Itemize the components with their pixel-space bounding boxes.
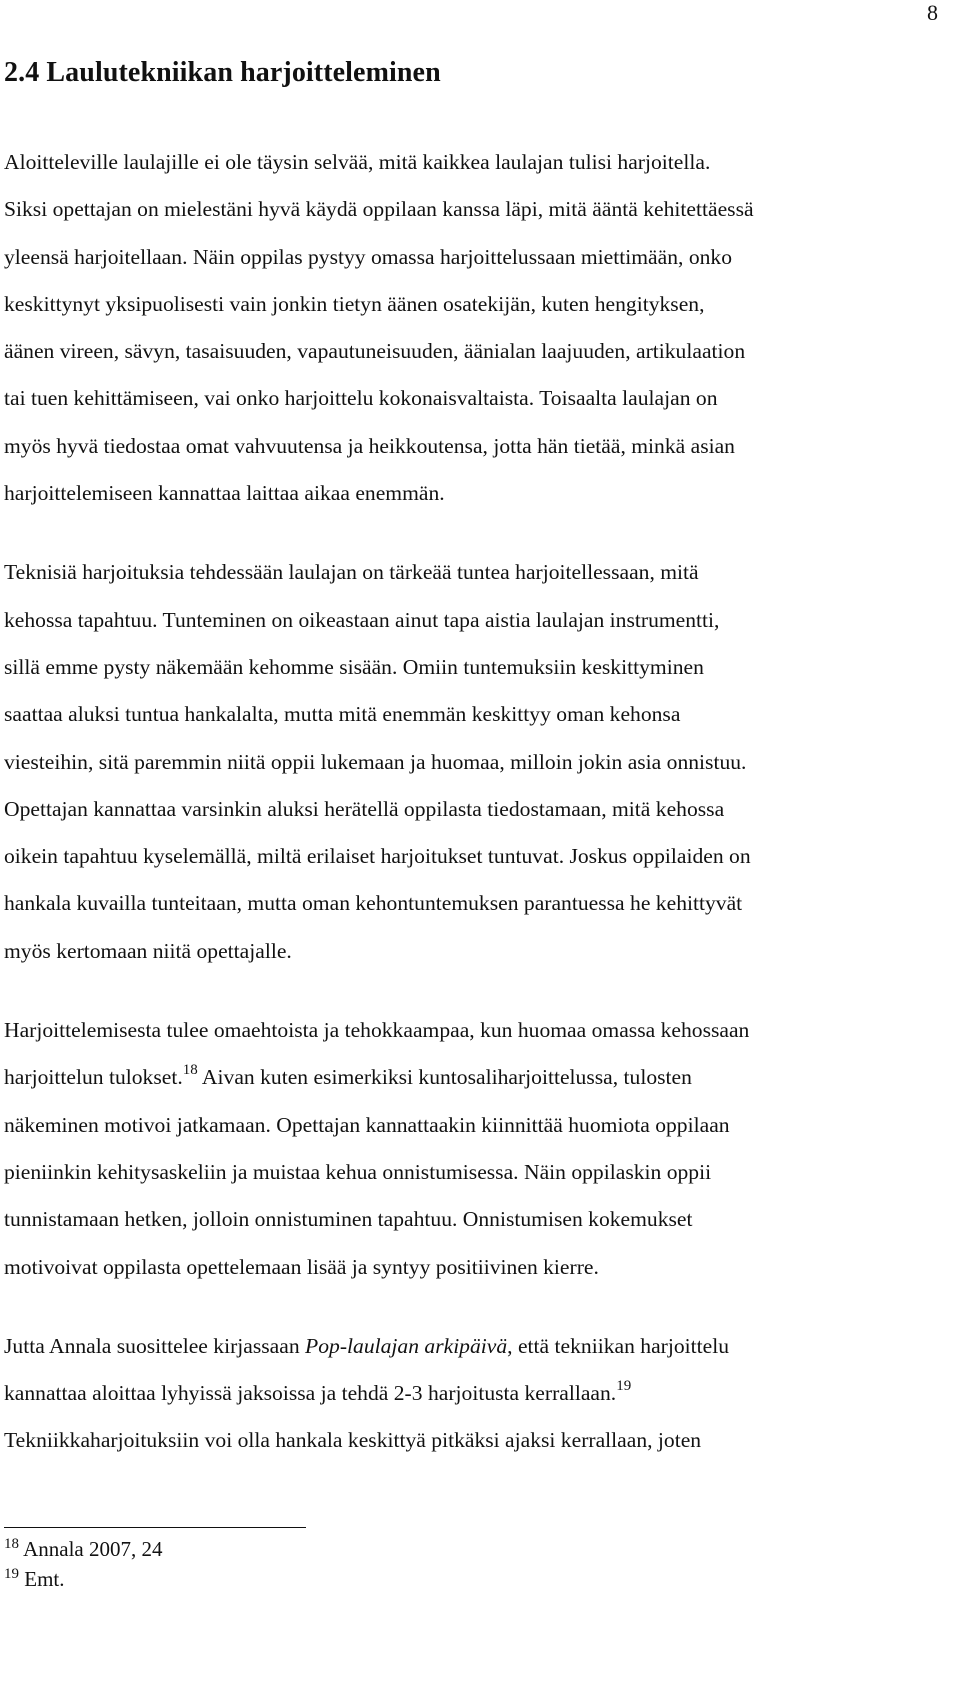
footnote-19 (4, 1564, 306, 1594)
text-line: Teknisiä harjoituksia tehdessään laulajan on tärkeää tuntea harjoitellessaan, mitä (4, 560, 699, 585)
text-line: Aloitteleville laulajille ei ole täysin selvää, mitä kaikkea laulajan tulisi harjoitella. (4, 150, 711, 174)
text-line: Tekniikkaharjoituksiin voi olla hankala keskittyä pitkäksi ajaksi kerrallaan, joten (4, 1428, 702, 1453)
text-line: viesteihin, sitä paremmin niitä oppii lukemaan ja huomaa, milloin jokin asia onnistuu. (4, 749, 747, 774)
paragraph-4 (4, 1323, 944, 1465)
text-segment: kannattaa aloittaa lyhyissä jaksoissa ja tehdä 2-3 harjoitusta kerrallaan. (4, 1381, 617, 1406)
footnote-number: 19 (4, 1566, 19, 1582)
text-line: myös hyvä tiedostaa omat vahvuutensa ja heikkoutensa, jotta hän tietää, minkä asian (4, 433, 735, 458)
text-line: sillä emme pysty näkemään kehomme sisään. Omiin tuntemuksiin keskittyminen (4, 654, 704, 679)
text-line-with-footnote (4, 1054, 944, 1101)
text-line: harjoittelemiseen kannattaa laittaa aikaa enemmän. (4, 481, 445, 506)
text-line-with-footnote (4, 1370, 944, 1417)
footnote-ref-18[interactable]: 18 (182, 1062, 198, 1079)
text-line: Opettajan kannattaa varsinkin aluksi herätellä oppilasta tiedostamaan, mitä kehossa (4, 796, 725, 821)
text-segment: harjoittelun tulokset. (4, 1065, 183, 1090)
text-line: pieniinkin kehitysaskeliin ja muistaa kehua onnistumisessa. Näin oppilaskin oppii (4, 1159, 712, 1184)
text-line: keskittynyt yksipuolisesti vain jonkin tietyn äänen osatekijän, kuten hengityksen, (4, 291, 705, 316)
footnote-separator (4, 1527, 306, 1528)
text-segment: Aivan kuten esimerkiksi kuntosaliharjoittelussa, tulosten (197, 1065, 692, 1090)
footnotes (4, 1527, 306, 1594)
footnote-text: Annala 2007, 24 (19, 1537, 163, 1561)
paragraph-1 (4, 139, 944, 517)
text-line: Siksi opettajan on mielestäni hyvä käydä oppilaan kanssa läpi, mitä ääntä kehitettäessä (4, 197, 754, 222)
text-line: näkeminen motivoi jatkamaan. Opettajan kannattaakin kiinnittää huomiota oppilaan (4, 1112, 730, 1137)
section-heading: 2.4 Laulutekniikan harjoitteleminen (4, 57, 441, 88)
text-line: myös kertomaan niitä opettajalle. (4, 938, 292, 963)
book-title: Pop-laulajan arkipäivä (305, 1333, 508, 1358)
paragraph-2 (4, 549, 944, 975)
text-line: oikein tapahtuu kyselemällä, miltä erilaiset harjoitukset tuntuvat. Joskus oppilaiden on (4, 844, 751, 869)
text-line: motivoivat oppilasta opettelemaan lisää ja syntyy positiivinen kierre. (4, 1254, 599, 1279)
text-line: saattaa aluksi tuntua hankalalta, mutta mitä enemmän keskittyy oman kehonsa (4, 702, 681, 727)
footnote-18 (4, 1534, 306, 1564)
text-line: tai tuen kehittämiseen, vai onko harjoittelu kokonaisvaltaista. Toisaalta laulajan on (4, 386, 718, 411)
page-content (4, 50, 944, 1465)
text-segment: Jutta Annala suosittelee kirjassaan (4, 1333, 306, 1358)
text-line: yleensä harjoitellaan. Näin oppilas pystyy omassa harjoittelussaan miettimään, onko (4, 244, 733, 269)
text-line: Harjoittelemisesta tulee omaehtoista ja tehokkaampaa, kun huomaa omassa kehossaan (4, 1018, 750, 1043)
text-line: hankala kuvailla tunteitaan, mutta oman kehontuntemuksen parantuessa he kehittyvät (4, 891, 743, 916)
paragraph-3 (4, 1007, 944, 1291)
page-number: 8 (927, 0, 938, 25)
footnote-number: 18 (4, 1536, 19, 1552)
text-line: tunnistamaan hetken, jolloin onnistuminen tapahtuu. Onnistumisen kokemukset (4, 1207, 693, 1232)
footnote-ref-19[interactable]: 19 (616, 1377, 632, 1394)
text-line: kehossa tapahtuu. Tunteminen on oikeastaan ainut tapa aistia laulajan instrumentti, (4, 607, 720, 632)
text-line-with-title (4, 1323, 944, 1370)
footnote-text: Emt. (19, 1567, 65, 1591)
text-segment: , että tekniikan harjoittelu (507, 1333, 730, 1358)
text-line: äänen vireen, sävyn, tasaisuuden, vapautuneisuuden, äänialan laajuuden, artikulaation (4, 339, 746, 364)
